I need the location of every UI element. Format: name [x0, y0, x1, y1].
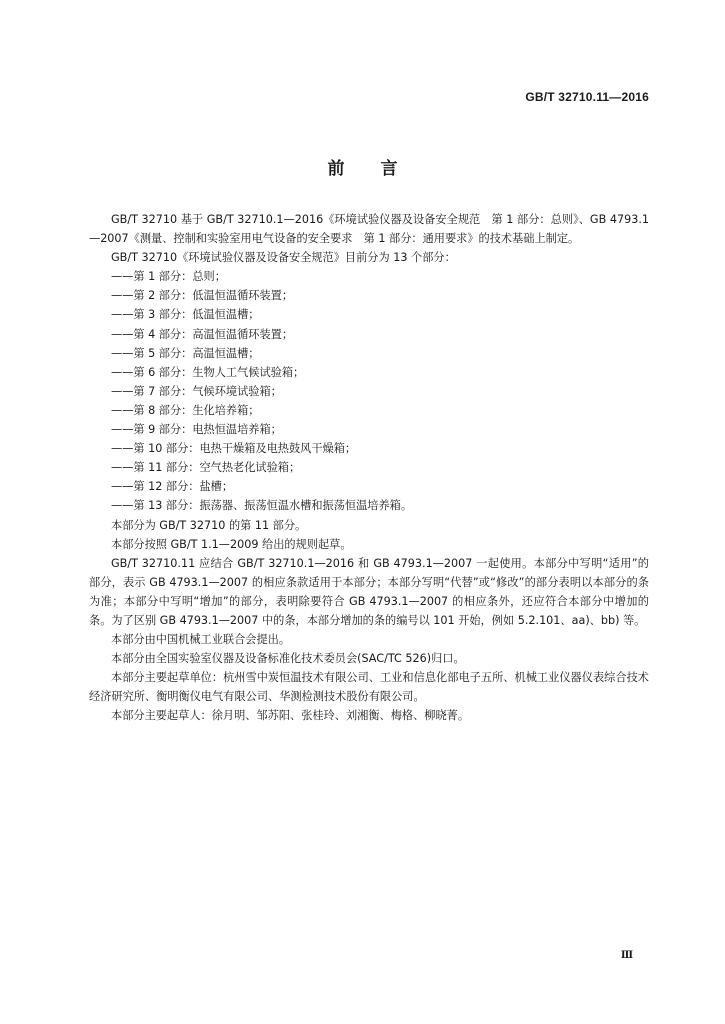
list-item: ——第 11 部分：空气热老化试验箱； — [111, 461, 301, 475]
foreword-body — [89, 210, 649, 726]
list-item: ——第 7 部分：气候环境试验箱； — [111, 384, 282, 398]
drafting-units-paragraph: 本部分主要起草单位：杭州雪中炭恒温技术有限公司、工业和信息化部电子五所、机械工业仪器仪表综合技术经济研究所、衡明衡仪电气有限公司、华测检测技术股份有限公司。 — [89, 671, 649, 704]
drafting-rules-paragraph: 本部分按照 GB/T 1.1—2009 给出的规则起草。 — [111, 537, 352, 551]
committee-paragraph: 本部分由全国实验室仪器及设备标准化技术委员会(SAC/TC 526)归口。 — [111, 652, 465, 666]
proposer-paragraph: 本部分由中国机械工业联合会提出。 — [111, 633, 291, 647]
page-number: Ⅲ — [620, 950, 633, 961]
list-item: ——第 12 部分：盐槽； — [111, 480, 234, 494]
parts-intro-paragraph: GB/T 32710《环境试验仪器及设备安全规范》目前分为 13 个部分： — [111, 251, 456, 265]
title-char-1: 前 — [327, 159, 345, 179]
parts-list — [89, 267, 649, 515]
drafters-paragraph: 本部分主要起草人：徐月明、邹苏阳、张桂玲、刘湘衡、梅格、柳晓菁。 — [111, 709, 470, 723]
list-item: ——第 5 部分：高温恒温槽； — [111, 346, 260, 360]
list-item: ——第 6 部分：生物人工气候试验箱； — [111, 365, 305, 379]
list-item: ——第 1 部分：总则； — [111, 270, 226, 284]
list-item: ——第 8 部分：生化培养箱； — [111, 403, 260, 417]
list-item: ——第 3 部分：低温恒温槽； — [111, 308, 260, 322]
list-item: ——第 2 部分：低温恒温循环装置； — [111, 289, 294, 303]
list-item: ——第 10 部分：电热干燥箱及电热鼓风干燥箱； — [111, 442, 357, 456]
title-char-2: 言 — [380, 159, 398, 179]
standard-code-header: GB/T 32710.11—2016 — [525, 90, 649, 104]
intro-paragraph: GB/T 32710 基于 GB/T 32710.1—2016《环境试验仪器及设备安全规范 第 1 部分：总则》、GB 4793.1—2007《测量、控制和实验室用电气设备的安全要求 第 1 部分：通用要求》的技术基础上制定。 — [89, 213, 649, 246]
usage-paragraph: GB/T 32710.11 应结合 GB/T 32710.1—2016 和 GB 4793.1—2007 一起使用。本部分中写明“适用”的部分，表示 GB 4793.1—2007 的相应条款适用于本部分；本部分写明“代替”或“修改”的部分表明以本部分的条为准；本部分中写明“增加”的部分，表明除要符合 GB 4793.1—2007 的相应条外，还应符合本部分中增加的条。为了区别 GB 4793.1—2007 中的条，本部分增加的条的编号以 101 开始，例如 5.2.101、aa)、bb) 等。 — [89, 556, 649, 627]
part-number-paragraph: 本部分为 GB/T 32710 的第 11 部分。 — [111, 518, 307, 532]
list-item: ——第 9 部分：电热恒温培养箱； — [111, 423, 282, 437]
list-item: ——第 4 部分：高温恒温循环装置； — [111, 327, 294, 341]
page-title — [0, 154, 725, 179]
list-item: ——第 13 部分：振荡器、振荡恒温水槽和振荡恒温培养箱。 — [111, 499, 413, 513]
